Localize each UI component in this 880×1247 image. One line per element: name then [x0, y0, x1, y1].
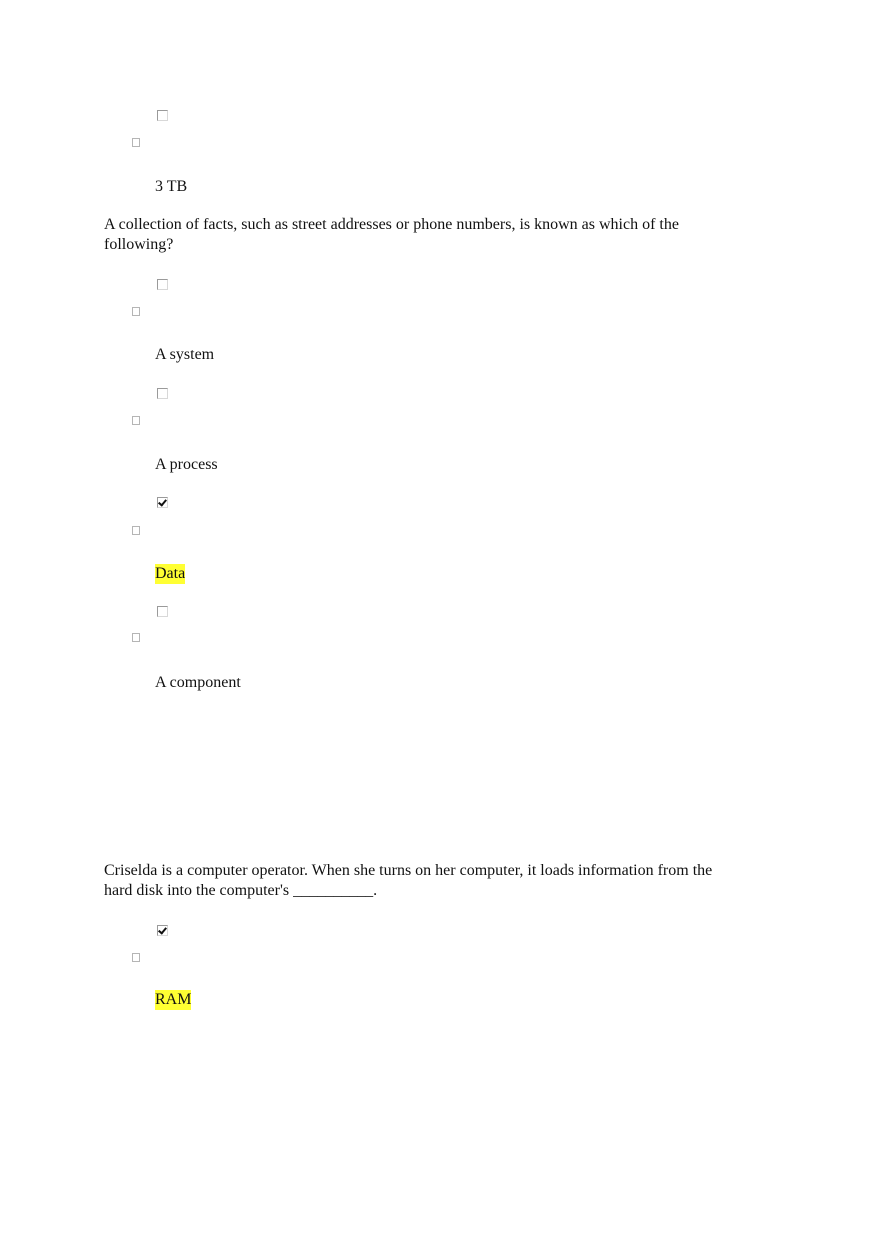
option-marker-icon: [132, 526, 140, 535]
option-checkbox[interactable]: [157, 279, 168, 290]
question-text: Criselda is a computer operator. When she turns on her computer, it loads information from the hard disk into the computer's __________.: [104, 862, 713, 899]
option-marker-icon: [132, 633, 140, 642]
option-label: A process: [155, 456, 218, 473]
option-checkbox[interactable]: [157, 388, 168, 399]
option-marker-icon: [132, 953, 140, 962]
option-label-selected: Data: [155, 565, 186, 582]
option-label: A component: [155, 674, 241, 691]
option-marker-icon: [132, 416, 140, 425]
option-checkbox-checked[interactable]: [157, 925, 168, 936]
option-label: A system: [155, 346, 215, 363]
option-checkbox[interactable]: [157, 110, 168, 121]
option-marker-icon: [132, 307, 140, 316]
option-label-selected: RAM: [155, 991, 192, 1008]
question-text: A collection of facts, such as street addresses or phone numbers, is known as which of the following?: [104, 216, 679, 253]
option-checkbox-checked[interactable]: [157, 497, 168, 508]
option-label: 3 TB: [155, 178, 188, 195]
option-checkbox[interactable]: [157, 606, 168, 617]
option-marker-icon: [132, 138, 140, 147]
